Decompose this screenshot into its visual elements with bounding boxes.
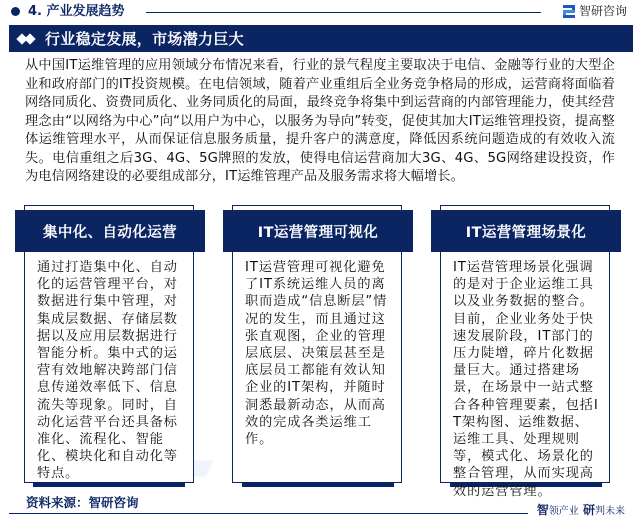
section-title: 4. 产业发展趋势 [28,4,125,19]
brand-logo [563,3,627,19]
banner-title: 行业稳定发展，市场潜力巨大 [45,30,244,48]
title-banner [9,25,633,52]
card-title: IT运营管理场景化 [465,224,587,241]
slogan-char: 研 [582,503,595,517]
logo-mark-icon [563,5,575,18]
card-title: 集中化、自动化运营 [42,224,178,241]
slogan-char: 智 [536,503,549,517]
card-header [223,210,413,252]
footer-divider [9,513,528,514]
section-divider [146,12,541,13]
section-header [0,0,633,24]
card-body: 通过打造集中化、自动化的运营管理平台，对数据进行集中管理，对集成层数据、存储层数据以及应用层数据进行智能分析。集中式的运营有效地解决跨部门信息传递效率低下、信息流失等现象。同时，自动化运营平台还具备标准化、流程化、智能化、模块化和自动化等特点。 [37,260,178,482]
slogan-text: 判未来 [595,506,625,517]
card-title: IT运营管理可视化 [257,224,379,241]
card-body: IT运营管理可视化避免了IT系统运维人员的离职而造成“信息断层”情况的发生，而且通过这张直观图，企业的管理层底层、决策层甚至是底层员工都能有效认知企业的IT架构，并随时洞悉最新动态，从而高效的完成各类运维工作。 [245,260,388,448]
intro-paragraph: 从中国IT运维管理的应用领域分布情况来看，行业的景气程度主要取决于电信、金融等行业的大型企业和政府部门的IT投资规模。在电信领域，随着产业重组后全业务竞争格局的形成，运营商将面临着网络同质化、资费同质化、业务同质化的局面，最终竞争将集中到运营商的内部管理能力，使其经营理念由“以网络为中心”向“以用户为中心，以服务为导向”转变，促使其加大IT运维管理投资，提高整体运维管理水平，从而保证信息服务质量，提升客户的满意度，降低因系统问题造成的有效收入流失。电信重组之后3G、4G、5G牌照的发放，使得电信运营商加大3G、4G、5G网络建设投资，作为电信网络建设的必要组成部分，IT运维管理产品及服务需求将大幅增长。 [25,58,615,184]
card-header [15,210,205,252]
card-body: IT运营管理场景化强调的是对于企业运维工具以及业务数据的整合。目前，企业业务处于快速发展阶段，IT部门的压力陡增，碎片化数据量巨大。通过搭建场景，在场景中一站式整合各种管理要素，包括IT架构图、运维数据、运维工具、处理规则等，模式化、场景化的整合管理，从而实现高效的运营管理。 [453,260,599,499]
bullet-dot-icon [11,7,20,16]
slogan-text: 领产业 [548,506,579,517]
logo-text: 智研咨询 [578,4,627,18]
card-header [431,210,621,252]
watermark: ▰ [180,440,214,491]
double-diamond-icon [17,33,37,45]
source-note: 资料来源：智研咨询 [26,495,139,510]
slogan [537,501,625,518]
